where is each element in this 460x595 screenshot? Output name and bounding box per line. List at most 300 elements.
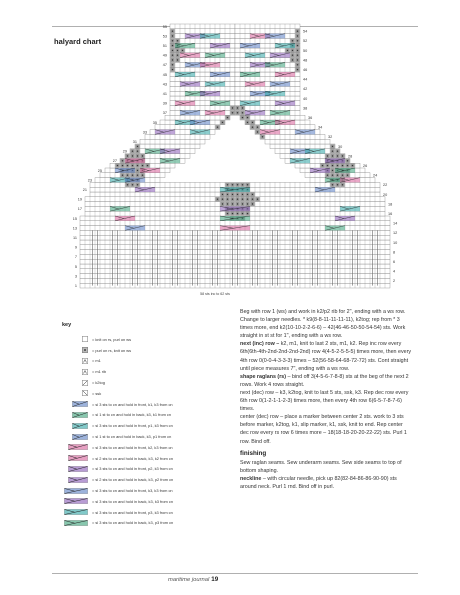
purl-dot [327,165,328,166]
chart-row [250,125,315,130]
key-symbol-icon [62,390,88,397]
purl-dot [297,40,298,41]
row-number: 27 [112,159,117,164]
purl-dot [247,199,248,200]
chart-row [280,154,345,159]
key-item-label: = sl 3 sts to cn and hold in front, p3, k3 from cn [92,509,173,515]
purl-dot [172,50,173,51]
key-item-label: = sl 3 sts to cn and hold in front, k1, k3 from cn [92,401,173,407]
purl-dot [297,31,298,32]
purl-dot [127,155,128,156]
key-symbol-icon [62,379,88,386]
purl-dot [337,184,338,185]
row-number: 35 [152,120,157,125]
purl-dot [242,184,243,185]
key-symbol-graphic [72,401,88,407]
purl-dot [292,40,293,41]
key-item-label: = sl 2 sts to cn and hold in back, k3, k2 from cn [92,455,173,461]
chart-row [170,38,235,43]
purl-dot [347,160,348,161]
key-symbol-graphic [64,488,88,494]
purl-dot [122,165,123,166]
chart-row [170,58,235,63]
purl-dot [137,151,138,152]
row-number: 18 [388,202,393,207]
page-footer [168,576,218,583]
key-item [62,431,212,442]
chart-row [265,139,330,144]
purl-dot [122,160,123,161]
key-symbol-graphic [82,347,88,353]
row-number: 24 [373,173,378,178]
key-item [62,399,212,410]
purl-dot [177,55,178,56]
key-symbol-graphic [68,466,88,472]
row-number: 29 [122,149,127,154]
chart-row [235,48,300,53]
inc-row-heading: next (inc) row – [240,341,280,348]
purl-dot [142,165,143,166]
raglans-text: – bind off 3(4-5-6-7-8-8) sts at the beg of the next 2 rows. Work 4 rows straight. [240,373,409,388]
chart-row [170,82,235,87]
row-number: 5 [74,264,77,269]
row-number: 1 [74,284,77,289]
key-item [62,366,212,377]
purl-dot [332,170,333,171]
purl-dot [127,165,128,166]
instruction-dec-row: next (dec) row – k3, k2tog, knit to last 5 sts, ssk, k3. Rep dec row every 6th row 0(1-2-1-1-2-3) times more, then every 4th row 6(6-5-7-8-7-6) times. [240,389,409,413]
purl-dot [292,59,293,60]
chart-row [170,53,235,58]
purl-dot [322,165,323,166]
purl-dot [237,184,238,185]
purl-dot [227,213,228,214]
purl-dot [127,175,128,176]
row-number: 53 [162,34,167,39]
purl-dot [182,50,183,51]
purl-dot [252,122,253,123]
purl-dot [292,50,293,51]
key-symbol-icon [62,465,88,472]
key-symbol-graphic [72,412,88,418]
purl-dot [327,175,328,176]
pattern-instructions [240,308,412,491]
instruction-center-dec: center (dec) row – place a marker between center 2 sts. work to 3 sts before marker, k2tog, k1, slip marker, k1, ssk, knit to end. Rep center dec row every rs row 6 times more – 18(18-18-20-20-22-22) sts. Purl 1 row. Bind off. [240,414,407,445]
purl-dot [337,151,338,152]
purl-dot [332,184,333,185]
key-symbol-graphic [64,509,88,515]
key-item [62,388,212,399]
purl-dot [137,184,138,185]
purl-dot [222,194,223,195]
key-item-label: = ssk [92,390,102,396]
chart-row [235,110,300,115]
purl-dot [237,213,238,214]
purl-dot [227,203,228,204]
chart-title: halyard chart [54,37,102,46]
stitch-count-caption: 58 sts inc to 62 sts [200,292,230,296]
purl-dot [347,165,348,166]
key-symbol-icon [62,455,88,462]
purl-dot [232,203,233,204]
purl-dot [252,127,253,128]
row-number: 41 [162,92,167,97]
purl-dot [247,203,248,204]
purl-dot [172,31,173,32]
purl-dot [232,213,233,214]
purl-dot [352,165,353,166]
row-number: 19 [77,197,82,202]
purl-dot [342,165,343,166]
chart-row [235,96,300,101]
row-number: 10 [393,240,398,245]
purl-dot [327,155,328,156]
key-symbol-icon [62,433,88,440]
key-item [62,474,212,485]
key-symbol-graphic [82,358,88,364]
purl-dot [172,45,173,46]
purl-dot [232,184,233,185]
key-item [62,442,212,453]
purl-dot [247,117,248,118]
key-item-label: = knit on rs, purl on ws [92,336,132,342]
inc-row-text: k2, m1, knit to last 2 sts, m1, k2. Rep inc row every 6th(6th-4th-2nd-2nd-2nd-2nd) row 4(4-5-2-5-5-5) times more, then every 4th row 0(0-0-4-3-3-3) times – 52(56-58-64-68-72-72) sts. Cont straight until piece measures 7", ending with a ws row. [240,341,412,372]
key-symbol-graphic [64,498,88,504]
chart-row [170,96,235,101]
instruction-neckline [240,475,412,491]
purl-dot [222,199,223,200]
purl-dot [337,165,338,166]
purl-dot [247,194,248,195]
footer-rule [52,573,418,574]
key-item [62,345,212,356]
purl-dot [242,112,243,113]
purl-dot [257,131,258,132]
key-symbol-graphic [82,380,88,386]
purl-dot [347,175,348,176]
key-item-label: = purl on rs, knit on ws [92,347,132,353]
chart-row [170,24,235,29]
purl-dot [247,184,248,185]
chart-row [270,144,335,149]
purl-dot [137,170,138,171]
chart-row [155,125,220,130]
key-item-label: = sl 3 sts to cn and hold in front, p2, k3 from cn [92,466,173,472]
purl-dot [227,199,228,200]
key-symbol-graphic [72,423,88,429]
purl-dot [137,146,138,147]
row-number: 47 [162,63,167,68]
magazine-name: maritime journal [168,577,210,583]
purl-dot [242,199,243,200]
row-number: 40 [303,96,308,101]
purl-dot [127,184,128,185]
key-symbol-icon [62,347,88,354]
row-number: 44 [303,77,308,82]
row-number: 51 [162,44,167,49]
key-symbol-icon [62,444,88,451]
chart-row [235,106,300,111]
purl-dot [137,155,138,156]
chart-row [165,115,230,120]
chart-row [145,134,210,139]
key-symbol-icon [62,357,88,364]
row-number: 43 [162,82,167,87]
key-item-label: = sl 3 sts to cn and hold in front, k3, k3 from cn [92,488,173,494]
chart-row [170,110,235,115]
key-item [62,496,212,507]
purl-dot [142,155,143,156]
purl-dot [237,199,238,200]
key-item-label: = sl 3 sts to cn and hold in front, p1, k3 from cn [92,423,173,429]
purl-dot [132,155,133,156]
instruction-raglans [240,373,412,389]
chart-row [235,67,300,72]
row-number: 39 [162,101,167,106]
chart-row [140,139,205,144]
chart-row [235,29,300,34]
row-number: 11 [73,236,77,241]
finishing-heading: finishing [240,449,267,457]
key-symbol-graphic [68,444,88,450]
key-symbol-mark [84,349,86,351]
row-number: 14 [393,221,398,226]
key-symbol-graphic [82,336,88,342]
instruction-larger-needles: Change to larger needles. * k9(8-8-11-11-11-11), k2tog; rep from * 3 times more, end k2(10-10-2-2-6-6) – 42(46-46-50-50-54-54) sts. Work straight in st st for 1", ending with a ws row. [240,317,406,340]
row-number: 30 [338,144,343,149]
purl-dot [132,165,133,166]
purl-dot [132,151,133,152]
purl-dot [257,199,258,200]
row-number: 38 [303,106,308,111]
row-number: 36 [308,116,313,121]
row-number: 50 [303,48,308,53]
purl-dot [257,127,258,128]
purl-dot [137,165,138,166]
row-number: 16 [388,212,393,217]
purl-dot [177,50,178,51]
row-number: 48 [303,58,308,63]
purl-dot [297,35,298,36]
row-number: 55 [162,24,167,29]
row-number: 33 [142,130,147,135]
page-number: 19 [211,576,219,583]
key-symbol-icon [62,487,88,494]
key-title: key [62,322,72,328]
key-symbol-icon [62,498,88,505]
chart-row [170,106,235,111]
purl-dot [342,175,343,176]
key-item [62,464,212,475]
purl-dot [132,184,133,185]
row-number: 34 [318,125,323,130]
key-item-label: = sl 3 sts to cn and hold in back, k3, p3 from cn [92,520,174,526]
row-number: 37 [162,111,167,116]
chart-row [170,48,235,53]
key-symbol-graphic [72,434,88,440]
row-number: 15 [72,216,77,221]
purl-dot [177,40,178,41]
row-number: 8 [393,250,396,255]
key-symbol-icon [62,476,88,483]
purl-dot [177,59,178,60]
purl-dot [242,194,243,195]
row-number: 23 [87,178,92,183]
chart-key [62,322,212,528]
key-item [62,485,212,496]
chart-row [260,134,325,139]
key-symbol-icon [62,401,88,408]
row-number: 25 [97,168,102,173]
instruction-seams: Sew raglan seams. Sew underarm seams. Sew side seams to top of bottom shaping. [240,459,402,474]
purl-dot [247,213,248,214]
row-number: 7 [74,255,77,260]
chart-row [125,154,190,159]
key-item [62,420,212,431]
row-number: 21 [82,188,87,193]
key-symbol-icon [62,411,88,418]
chart-row [170,29,235,34]
purl-dot [242,107,243,108]
purl-dot [217,127,218,128]
key-item-label: = sl 1 st to cn and hold in back, k3, k1 from cn [92,412,172,418]
purl-dot [172,64,173,65]
row-number: 52 [303,39,308,44]
key-item-label: = sl 2 sts to cn and hold in back, k3, p2 from cn [92,477,174,483]
row-number: 49 [162,53,167,58]
purl-dot [137,175,138,176]
key-symbol-graphic [82,369,88,375]
purl-dot [297,69,298,70]
purl-dot [237,112,238,113]
purl-dot [122,175,123,176]
row-number: 4 [393,269,396,274]
purl-dot [172,35,173,36]
key-symbol-icon [62,509,88,516]
row-number: 28 [348,154,353,159]
chart-row [170,67,235,72]
purl-dot [237,203,238,204]
purl-dot [297,55,298,56]
chart-row [135,144,200,149]
key-item [62,453,212,464]
raglans-heading: shape raglans (rs) [240,373,287,380]
row-number: 6 [393,260,396,265]
purl-dot [297,59,298,60]
purl-dot [242,117,243,118]
purl-dot [232,199,233,200]
purl-dot [227,194,228,195]
row-number: 17 [77,207,82,212]
purl-dot [232,107,233,108]
row-number: 20 [383,192,388,197]
purl-dot [342,155,343,156]
key-symbol-graphic [68,455,88,461]
purl-dot [232,112,233,113]
chart-row [235,86,300,91]
purl-dot [287,50,288,51]
purl-dot [227,184,228,185]
purl-dot [172,40,173,41]
row-number: 46 [303,68,308,73]
purl-dot [237,194,238,195]
key-symbol-graphic [68,477,88,483]
purl-dot [222,122,223,123]
chart-row [235,38,300,43]
purl-dot [237,107,238,108]
purl-dot [297,64,298,65]
row-number: 32 [328,135,333,140]
key-item-label: = sl 3 sts to cn and hold in front, k2, k3 from cn [92,444,173,450]
purl-dot [172,69,173,70]
key-item [62,377,212,388]
purl-dot [297,50,298,51]
purl-dot [227,117,228,118]
row-number: 3 [74,274,77,279]
purl-dot [342,184,343,185]
purl-dot [242,213,243,214]
purl-dot [117,165,118,166]
purl-dot [332,146,333,147]
purl-dot [337,175,338,176]
purl-dot [217,199,218,200]
purl-dot [252,194,253,195]
neckline-text: – with circular needle, pick up 82(82-84-86-86-90-90) sts around neck. Purl 1 rnd. Bind off in purl. [240,475,397,490]
purl-dot [132,175,133,176]
key-item-label: = k2tog [92,380,105,386]
neckline-heading: neckline [240,475,262,482]
chart-row [170,77,235,82]
purl-dot [252,199,253,200]
chart-row [240,115,305,120]
purl-dot [172,59,173,60]
key-item [62,334,212,345]
purl-dot [292,55,293,56]
purl-dot [252,203,253,204]
row-number: 22 [383,183,388,188]
purl-dot [247,122,248,123]
key-item-label: = m1 [92,358,101,364]
instruction-rib: Beg with row 1 (ws) and work in k2/p2 rib for 2", ending with a ws row. [240,309,406,315]
key-items [62,334,212,528]
chart-row [235,58,300,63]
key-symbol-icon [62,368,88,375]
chart-row [235,77,300,82]
key-item-label: = m1 rib [92,369,107,375]
key-item [62,507,212,518]
purl-dot [147,165,148,166]
row-number: 13 [72,226,77,231]
key-item [62,518,212,529]
key-item-label: = sl 3 sts to cn and hold in back, k3, k3 from cn [92,498,173,504]
purl-dot [142,175,143,176]
row-number: 45 [162,72,167,77]
row-number: 9 [74,245,77,250]
chart-row [170,86,235,91]
chart-row [235,82,300,87]
purl-dot [297,45,298,46]
instruction-inc-row [240,340,412,372]
purl-dot [332,155,333,156]
purl-dot [337,155,338,156]
purl-dot [222,203,223,204]
row-number: 42 [303,87,308,92]
key-symbol-icon [62,519,88,526]
row-number: 31 [132,140,137,145]
purl-dot [262,136,263,137]
row-number: 54 [303,29,308,34]
key-symbol-icon [62,422,88,429]
